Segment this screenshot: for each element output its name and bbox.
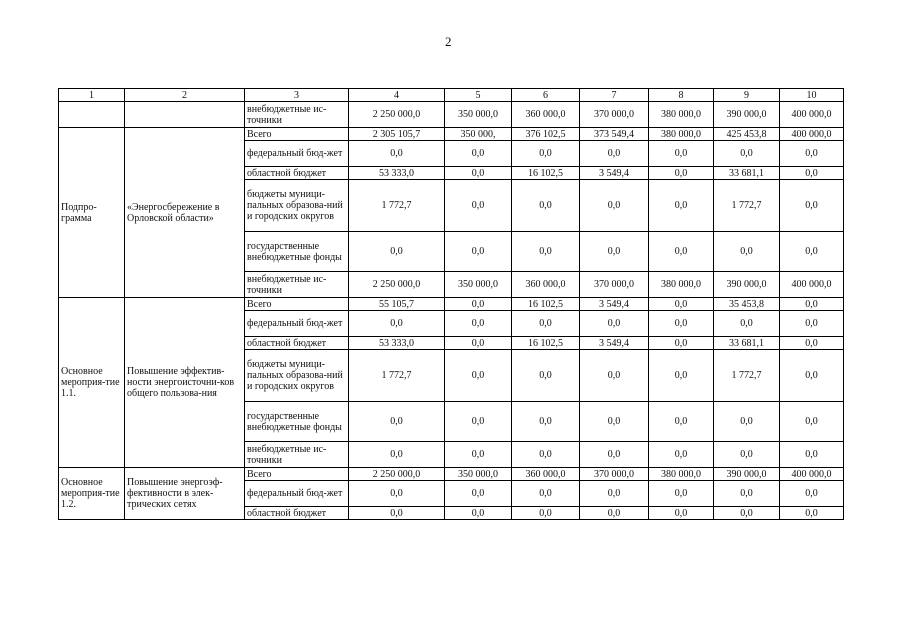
amount-cell: 370 000,0 [580, 102, 649, 128]
amount-cell: 0,0 [780, 507, 844, 520]
amount-cell: 380 000,0 [649, 468, 714, 481]
funding-source-cell: областной бюджет [245, 337, 349, 350]
amount-cell: 390 000,0 [714, 272, 780, 298]
amount-cell: 0,0 [349, 481, 445, 507]
amount-cell: 0,0 [780, 167, 844, 180]
amount-cell: 0,0 [512, 507, 580, 520]
amount-cell: 35 453,8 [714, 298, 780, 311]
column-number-2: 2 [125, 89, 245, 102]
amount-cell: 53 333,0 [349, 337, 445, 350]
amount-cell: 0,0 [445, 232, 512, 272]
amount-cell: 0,0 [649, 350, 714, 402]
amount-cell: 0,0 [445, 311, 512, 337]
funding-source-cell: внебюджетные ис-точники [245, 102, 349, 128]
funding-source-cell: внебюджетные ис-точники [245, 442, 349, 468]
amount-cell: 0,0 [445, 180, 512, 232]
column-number-3: 3 [245, 89, 349, 102]
amount-cell: 350 000, [445, 128, 512, 141]
amount-cell: 0,0 [580, 442, 649, 468]
amount-cell: 400 000,0 [780, 128, 844, 141]
funding-source-cell: федеральный бюд-жет [245, 311, 349, 337]
amount-cell: 2 305 105,7 [349, 128, 445, 141]
amount-cell: 3 549,4 [580, 298, 649, 311]
table-row [59, 102, 844, 128]
column-number-6: 6 [512, 89, 580, 102]
amount-cell: 0,0 [445, 141, 512, 167]
program-name-cell: Повышение эффектив-ности энергоисточни-ков общего пользова-ния [125, 298, 245, 468]
amount-cell: 2 250 000,0 [349, 468, 445, 481]
amount-cell: 33 681,1 [714, 337, 780, 350]
amount-cell: 1 772,7 [349, 180, 445, 232]
amount-cell: 16 102,5 [512, 337, 580, 350]
amount-cell: 0,0 [512, 481, 580, 507]
amount-cell: 3 549,4 [580, 167, 649, 180]
column-number-row [59, 89, 844, 102]
column-number-9: 9 [714, 89, 780, 102]
table-body [59, 102, 844, 520]
amount-cell: 0,0 [649, 402, 714, 442]
amount-cell: 3 549,4 [580, 337, 649, 350]
amount-cell: 0,0 [349, 141, 445, 167]
funding-source-cell: федеральный бюд-жет [245, 141, 349, 167]
column-number-8: 8 [649, 89, 714, 102]
amount-cell: 0,0 [512, 180, 580, 232]
amount-cell: 1 772,7 [714, 350, 780, 402]
amount-cell: 0,0 [349, 311, 445, 337]
amount-cell: 0,0 [649, 232, 714, 272]
amount-cell: 0,0 [580, 141, 649, 167]
amount-cell: 0,0 [512, 232, 580, 272]
amount-cell: 0,0 [780, 350, 844, 402]
program-name-cell [125, 102, 245, 128]
amount-cell: 0,0 [512, 402, 580, 442]
amount-cell: 400 000,0 [780, 468, 844, 481]
amount-cell: 0,0 [649, 337, 714, 350]
amount-cell: 0,0 [714, 141, 780, 167]
amount-cell: 350 000,0 [445, 468, 512, 481]
amount-cell: 0,0 [580, 481, 649, 507]
program-type-cell [59, 102, 125, 128]
amount-cell: 53 333,0 [349, 167, 445, 180]
amount-cell: 0,0 [780, 141, 844, 167]
amount-cell: 380 000,0 [649, 128, 714, 141]
amount-cell: 0,0 [445, 167, 512, 180]
amount-cell: 0,0 [649, 167, 714, 180]
amount-cell: 400 000,0 [780, 272, 844, 298]
amount-cell: 0,0 [649, 180, 714, 232]
amount-cell: 0,0 [714, 442, 780, 468]
amount-cell: 0,0 [714, 311, 780, 337]
amount-cell: 0,0 [349, 402, 445, 442]
amount-cell: 380 000,0 [649, 102, 714, 128]
amount-cell: 0,0 [580, 180, 649, 232]
amount-cell: 0,0 [649, 442, 714, 468]
amount-cell: 0,0 [580, 311, 649, 337]
amount-cell: 0,0 [445, 350, 512, 402]
amount-cell: 400 000,0 [780, 102, 844, 128]
funding-source-cell: областной бюджет [245, 507, 349, 520]
amount-cell: 360 000,0 [512, 272, 580, 298]
amount-cell: 0,0 [649, 141, 714, 167]
funding-source-cell: федеральный бюд-жет [245, 481, 349, 507]
program-name-cell: Повышение энергоэф-фективности в элек-трических сетях [125, 468, 245, 520]
amount-cell: 55 105,7 [349, 298, 445, 311]
funding-source-cell: областной бюджет [245, 167, 349, 180]
amount-cell: 0,0 [580, 232, 649, 272]
amount-cell: 0,0 [349, 442, 445, 468]
amount-cell: 0,0 [649, 507, 714, 520]
amount-cell: 0,0 [780, 180, 844, 232]
amount-cell: 0,0 [512, 442, 580, 468]
column-number-10: 10 [780, 89, 844, 102]
amount-cell: 0,0 [714, 402, 780, 442]
amount-cell: 390 000,0 [714, 468, 780, 481]
table-row [59, 298, 844, 311]
amount-cell: 1 772,7 [714, 180, 780, 232]
funding-source-cell: государственные внебюджетные фонды [245, 402, 349, 442]
amount-cell: 373 549,4 [580, 128, 649, 141]
column-number-7: 7 [580, 89, 649, 102]
table-row [59, 468, 844, 481]
amount-cell: 0,0 [714, 232, 780, 272]
amount-cell: 360 000,0 [512, 468, 580, 481]
program-type-cell: Подпро-грамма [59, 128, 125, 298]
amount-cell: 0,0 [780, 442, 844, 468]
funding-source-cell: Всего [245, 128, 349, 141]
amount-cell: 370 000,0 [580, 468, 649, 481]
amount-cell: 0,0 [445, 507, 512, 520]
amount-cell: 0,0 [649, 481, 714, 507]
amount-cell: 0,0 [512, 311, 580, 337]
program-name-cell: «Энергосбережение в Орловской области» [125, 128, 245, 298]
amount-cell: 0,0 [714, 481, 780, 507]
funding-source-cell: бюджеты муници-пальных образова-ний и городских округов [245, 180, 349, 232]
amount-cell: 0,0 [780, 311, 844, 337]
column-number-1: 1 [59, 89, 125, 102]
amount-cell: 0,0 [580, 402, 649, 442]
column-number-5: 5 [445, 89, 512, 102]
amount-cell: 0,0 [649, 298, 714, 311]
amount-cell: 0,0 [349, 507, 445, 520]
amount-cell: 0,0 [445, 402, 512, 442]
table-row [59, 128, 844, 141]
amount-cell: 350 000,0 [445, 272, 512, 298]
amount-cell: 16 102,5 [512, 167, 580, 180]
amount-cell: 0,0 [445, 337, 512, 350]
amount-cell: 0,0 [580, 507, 649, 520]
amount-cell: 0,0 [780, 481, 844, 507]
amount-cell: 0,0 [780, 337, 844, 350]
amount-cell: 0,0 [714, 507, 780, 520]
amount-cell: 0,0 [445, 442, 512, 468]
amount-cell: 0,0 [649, 311, 714, 337]
page-number: 2 [445, 34, 452, 49]
amount-cell: 0,0 [780, 298, 844, 311]
funding-source-cell: Всего [245, 468, 349, 481]
amount-cell: 380 000,0 [649, 272, 714, 298]
program-type-cell: Основное мероприя-тие 1.2. [59, 468, 125, 520]
amount-cell: 0,0 [780, 232, 844, 272]
budget-table [58, 88, 844, 520]
amount-cell: 0,0 [580, 350, 649, 402]
amount-cell: 2 250 000,0 [349, 272, 445, 298]
funding-source-cell: внебюджетные ис-точники [245, 272, 349, 298]
amount-cell: 0,0 [445, 481, 512, 507]
amount-cell: 425 453,8 [714, 128, 780, 141]
column-number-4: 4 [349, 89, 445, 102]
amount-cell: 1 772,7 [349, 350, 445, 402]
amount-cell: 0,0 [445, 298, 512, 311]
program-type-cell: Основное мероприя-тие 1.1. [59, 298, 125, 468]
amount-cell: 0,0 [512, 350, 580, 402]
amount-cell: 360 000,0 [512, 102, 580, 128]
funding-source-cell: государственные внебюджетные фонды [245, 232, 349, 272]
amount-cell: 16 102,5 [512, 298, 580, 311]
amount-cell: 0,0 [512, 141, 580, 167]
amount-cell: 376 102,5 [512, 128, 580, 141]
amount-cell: 350 000,0 [445, 102, 512, 128]
amount-cell: 390 000,0 [714, 102, 780, 128]
amount-cell: 0,0 [780, 402, 844, 442]
funding-source-cell: Всего [245, 298, 349, 311]
funding-source-cell: бюджеты муници-пальных образова-ний и городских округов [245, 350, 349, 402]
amount-cell: 33 681,1 [714, 167, 780, 180]
amount-cell: 370 000,0 [580, 272, 649, 298]
amount-cell: 0,0 [349, 232, 445, 272]
amount-cell: 2 250 000,0 [349, 102, 445, 128]
